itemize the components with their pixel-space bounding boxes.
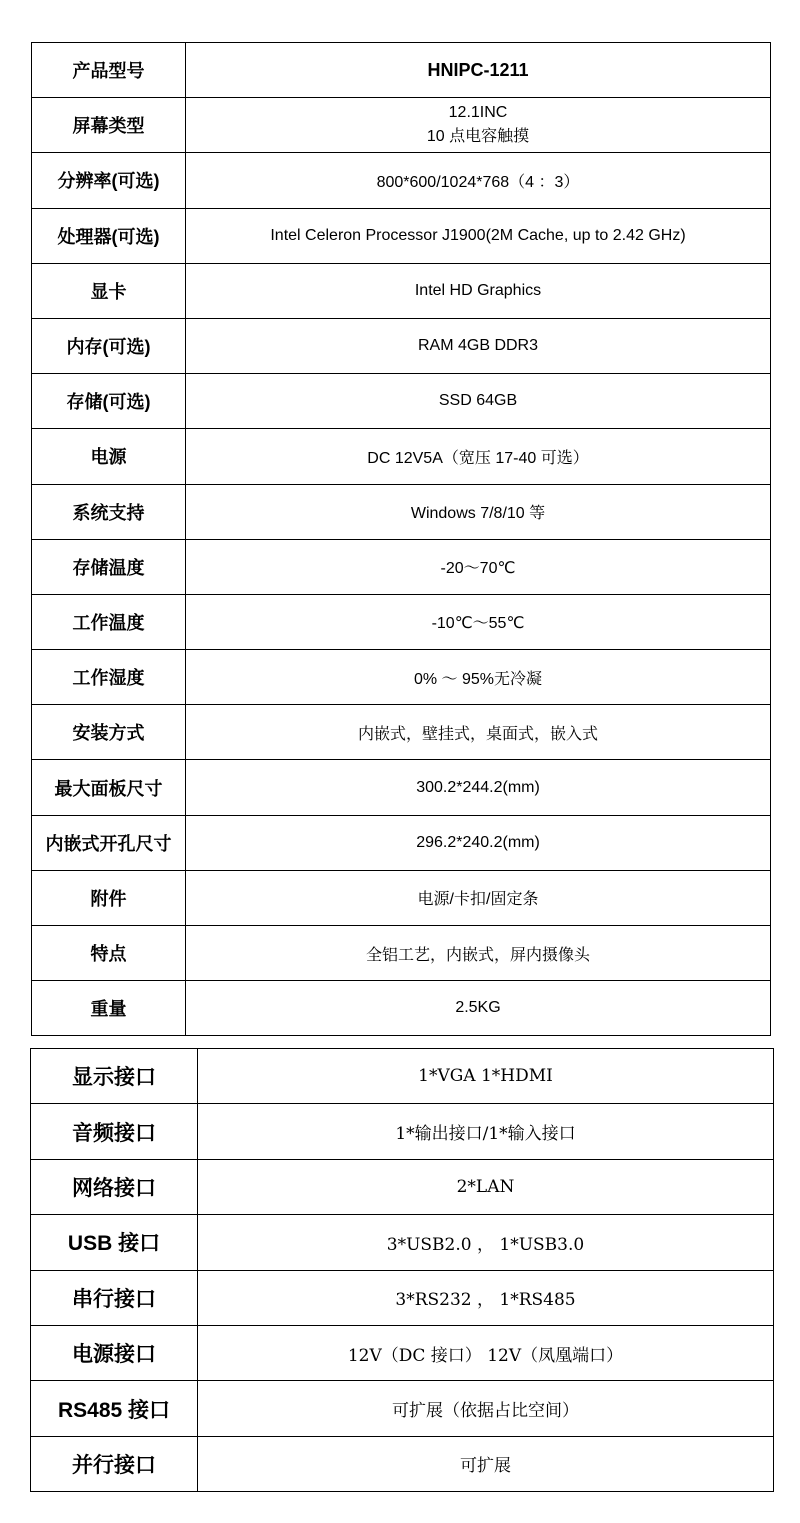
spec-label: 产品型号 [32,43,186,98]
table-row [32,870,771,925]
table-row [32,263,771,318]
interface-label: 显示接口 [31,1049,198,1104]
interface-label: 串行接口 [31,1270,198,1325]
table-row [32,539,771,594]
table-row [32,760,771,815]
interface-value: 可扩展（依据占比空间） [198,1381,774,1436]
spec-value: 电源/卡扣/固定条 [186,870,771,925]
spec-value: 800*600/1024*768（4 ：3） [186,153,771,208]
interface-label: RS485 接口 [31,1381,198,1436]
interface-value: 1*输出接口/1*输入接口 [198,1104,774,1159]
table-row [32,43,771,98]
table-row [31,1325,774,1380]
spec-label: 工作温度 [32,594,186,649]
spec-value [186,98,771,153]
table-row [32,594,771,649]
interface-label: 网络接口 [31,1159,198,1214]
spec-value: 300.2*244.2(mm) [186,760,771,815]
interface-value: 1*VGA 1*HDMI [198,1049,774,1104]
spec-label: 内嵌式开孔尺寸 [32,815,186,870]
spec-label: 分辨率(可选) [32,153,186,208]
spec-label: 存储(可选) [32,374,186,429]
spec-label: 电源 [32,429,186,484]
interface-label: 电源接口 [31,1325,198,1380]
spec-value: SSD 64GB [186,374,771,429]
spec-value-line: 10 点电容触摸 [426,128,530,146]
spec-label: 系统支持 [32,484,186,539]
table-row [31,1215,774,1270]
spec-value: 2.5KG [186,981,771,1036]
spec-value: 0% ～ 95%无冷凝 [186,650,771,705]
spec-value: -20～70℃ [186,539,771,594]
spec-label: 存储温度 [32,539,186,594]
interface-label: 音频接口 [31,1104,198,1159]
table-row [31,1270,774,1325]
interface-value: 2*LAN [198,1159,774,1214]
table-row [32,98,771,153]
interface-label: USB 接口 [31,1215,198,1270]
table-row [32,981,771,1036]
interface-value: 3*RS232 ， 1*RS485 [198,1270,774,1325]
table-row [32,926,771,981]
spec-value: 全铝工艺，内嵌式，屏内摄像头 [186,926,771,981]
spec-value: Windows 7/8/10 等 [186,484,771,539]
interface-value: 3*USB2.0 ， 1*USB3.0 [198,1215,774,1270]
table-row [31,1381,774,1436]
table-row [32,153,771,208]
table-row [32,318,771,373]
interface-label: 并行接口 [31,1436,198,1491]
spec-value: HNIPC-1211 [186,43,771,98]
spec-label: 安装方式 [32,705,186,760]
spec-value: 296.2*240.2(mm) [186,815,771,870]
spec-label: 附件 [32,870,186,925]
spec-label: 内存(可选) [32,318,186,373]
spec-label: 重量 [32,981,186,1036]
spec-value: -10℃～55℃ [186,594,771,649]
spec-table [31,42,771,1036]
table-row [31,1104,774,1159]
table-row [32,815,771,870]
spec-value: Intel HD Graphics [186,263,771,318]
spec-value: 内嵌式，壁挂式，桌面式，嵌入式 [186,705,771,760]
table-row [32,484,771,539]
table-row [32,374,771,429]
spec-label: 屏幕类型 [32,98,186,153]
spec-value: Intel Celeron Processor J1900(2M Cache, up to 2.42 GHz) [186,208,771,263]
table-row [31,1436,774,1491]
table-row [31,1049,774,1104]
table-row [32,429,771,484]
interface-value: 可扩展 [198,1436,774,1491]
spec-label: 处理器(可选) [32,208,186,263]
spec-value: RAM 4GB DDR3 [186,318,771,373]
table-row [32,650,771,705]
table-row [32,705,771,760]
table-row [32,208,771,263]
interface-value: 12V（DC 接口） 12V（凤凰端口） [198,1325,774,1380]
spec-label: 最大面板尺寸 [32,760,186,815]
spec-label: 特点 [32,926,186,981]
spec-label: 工作湿度 [32,650,186,705]
table-row [31,1159,774,1214]
spec-value: DC 12V5A（宽压 17-40 可选） [186,429,771,484]
spec-value-line: 12.1INC [448,104,508,122]
spec-label: 显卡 [32,263,186,318]
interface-table [30,1048,774,1492]
